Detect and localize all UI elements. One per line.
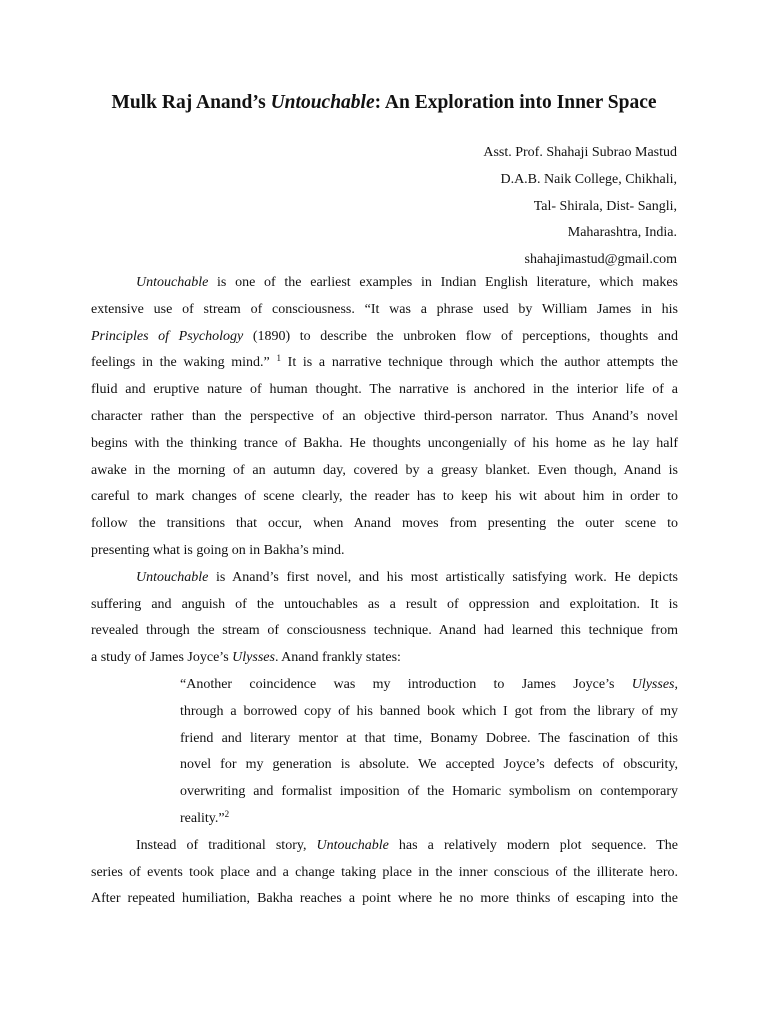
quote-line — [180, 672, 678, 699]
italic-title: Untouchable — [316, 837, 389, 853]
footnote-ref-2: 2 — [224, 808, 230, 819]
text-span: is one of the earliest examples in Indian English literature, which makes — [208, 275, 678, 290]
text-span: has a relatively modern plot sequence. The — [388, 837, 678, 853]
text-line: fluid and eruptive nature of human thought. The narrative is anchored in the interior life of a — [91, 382, 678, 398]
author-email[interactable]: shahajimastud@gmail.com — [524, 252, 677, 268]
text-span: reality.” — [180, 810, 225, 826]
text-line — [91, 833, 678, 860]
author-college: D.A.B. Naik College, Chikhali, — [500, 171, 677, 187]
quote-line: through a borrowed copy of his banned book which I got from the library of my — [180, 703, 678, 719]
text-line — [91, 350, 678, 377]
italic-title: Ulysses — [631, 676, 675, 692]
title-author-name: Mulk Raj Anand’s — [111, 92, 271, 113]
quote-line: friend and literary mentor at that time, Bonamy Dobree. The fascination of this — [180, 730, 678, 746]
paper-title — [0, 92, 768, 114]
title-rest: : An Exploration into Inner Space — [374, 92, 657, 113]
text-line: presenting what is going on in Bakha’s mind. — [91, 542, 345, 558]
author-name: Asst. Prof. Shahaji Subrao Mastud — [483, 145, 677, 160]
text-span: . Anand frankly states: — [274, 650, 401, 666]
text-line: follow the transitions that occur, when Anand moves from presenting the outer scene to — [91, 516, 678, 532]
text-line — [91, 324, 678, 351]
block-quote — [180, 672, 678, 833]
text-span: a study of James Joyce’s — [91, 650, 233, 666]
text-line — [91, 270, 678, 297]
text-span: is Anand’s first novel, and his most artistically satisfying work. He depicts — [208, 569, 678, 585]
text-span: It is a narrative technique through which the author attempts the — [280, 355, 678, 371]
paragraph-1 — [91, 270, 678, 565]
text-line: begins with the thinking trance of Bakha. He thoughts uncongenially of his home as he lay half — [91, 435, 678, 451]
text-line: series of events took place and a change taking place in the inner conscious of the illiterate hero. — [91, 864, 678, 880]
text-line — [91, 645, 678, 672]
quote-line — [180, 806, 678, 833]
author-block — [483, 140, 677, 274]
text-span: Instead of traditional story, — [136, 837, 317, 853]
text-span: (1890) to describe the unbroken flow of perceptions, thoughts and — [243, 328, 678, 344]
text-line: careful to mark changes of scene clearly, the reader has to keep his wit about him in order to — [91, 489, 678, 505]
author-state: Maharashtra, India. — [567, 225, 677, 241]
text-span: “Another coincidence was my introduction to James Joyce’s — [180, 676, 632, 692]
quote-line: novel for my generation is absolute. We accepted Joyce’s defects of obscurity, — [180, 757, 678, 773]
italic-title: Ulysses — [232, 650, 275, 666]
text-line: suffering and anguish of the untouchables as a result of oppression and exploitation. It is — [91, 596, 678, 612]
text-line: extensive use of stream of consciousness. “It was a phrase used by William James in his — [91, 301, 678, 317]
text-line: character rather than the perspective of an objective third-person narrator. Thus Anand’s novel — [91, 408, 678, 424]
footnote-ref-1: 1 — [276, 353, 281, 364]
author-taluka: Tal- Shirala, Dist- Sangli, — [533, 198, 677, 214]
paragraph-3 — [91, 833, 678, 913]
text-line: awake in the morning of an autumn day, covered by a greasy blanket. Even though, Anand is — [91, 462, 678, 478]
title-work-name: Untouchable — [270, 92, 375, 113]
text-line: revealed through the stream of consciousness technique. Anand had learned this technique from — [91, 623, 678, 639]
italic-title: Untouchable — [136, 275, 209, 290]
italic-title: Untouchable — [136, 569, 209, 585]
italic-title: Principles of Psychology — [91, 328, 244, 344]
paragraph-2 — [91, 565, 678, 672]
text-line — [91, 565, 678, 592]
text-span: feelings in the waking mind.” — [91, 355, 277, 371]
text-span: , — [674, 676, 678, 692]
quote-line: overwriting and formalist imposition of the Homaric symbolism on contemporary — [180, 784, 678, 800]
body-text — [91, 270, 678, 913]
text-line: After repeated humiliation, Bakha reaches a point where he no more thinks of escaping into the — [91, 891, 678, 907]
